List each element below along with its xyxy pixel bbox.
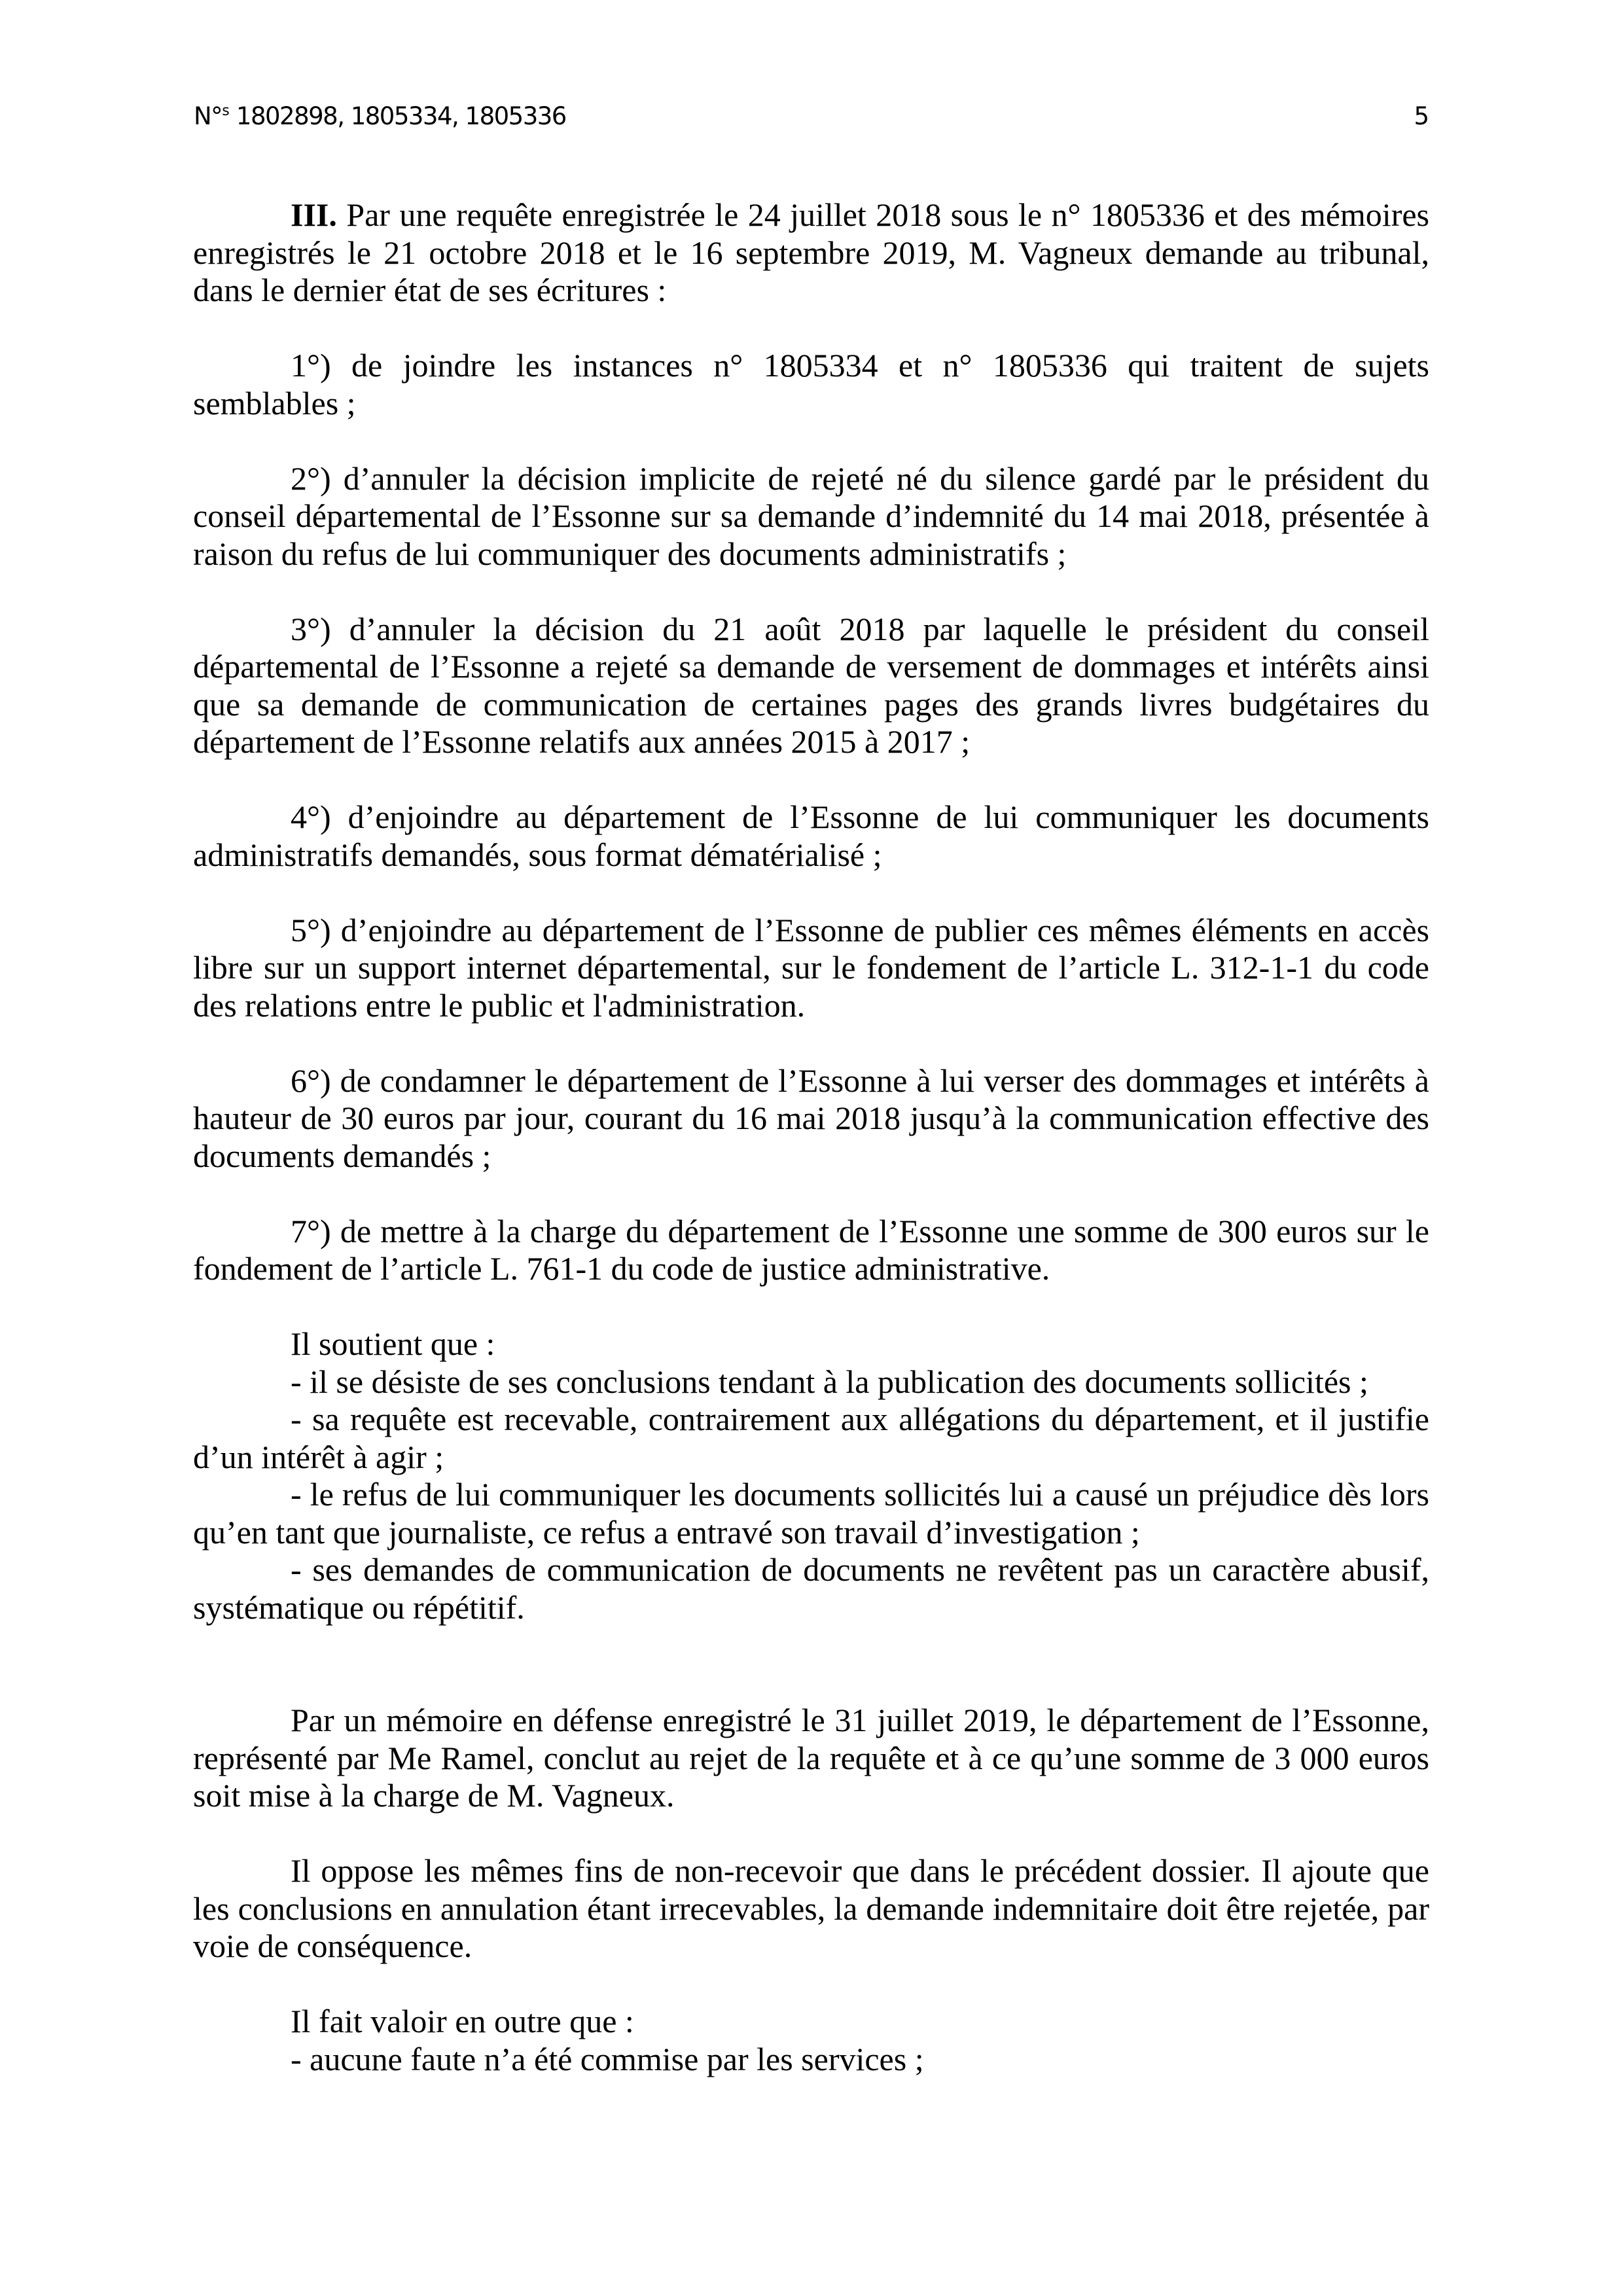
- page-header: [194, 97, 1429, 136]
- argument-item: - ses demandes de communication de documents ne revêtent pas un caractère abusif,: [291, 1551, 1429, 1588]
- text-line: 2°) d’annuler la décision implicite de rejeté né du silence gardé par le président du: [291, 459, 1429, 497]
- text-line: des relations entre le public et l'administration.: [193, 986, 806, 1024]
- text-line: 7°) de mettre à la charge du département de l’Essonne une somme de 300 euros sur le: [291, 1212, 1429, 1249]
- argument-item: - aucune faute n’a été commise par les services ;: [291, 2040, 924, 2077]
- argument-item: - le refus de lui communiquer les documents sollicités lui a causé un préjudice dès lors: [291, 1476, 1429, 1513]
- text-line: 4°) d’enjoindre au département de l’Essonne de lui communiquer les documents: [291, 798, 1429, 835]
- text-line: représenté par Me Ramel, conclut au rejet de la requête et à ce qu’une somme de 3 000 euros: [193, 1739, 1429, 1776]
- text-line: Il fait valoir en outre que :: [291, 2003, 634, 2039]
- text-line: fondement de l’article L. 761-1 du code de justice administrative.: [193, 1250, 1050, 1287]
- text-line: administratifs demandés, sous format dématérialisé ;: [193, 836, 882, 873]
- text-line: documents demandés ;: [193, 1137, 491, 1174]
- text-line: 3°) d’annuler la décision du 21 août 2018 par laquelle le président du conseil: [291, 610, 1429, 647]
- text-line: [193, 196, 1429, 234]
- argument-item: - sa requête est recevable, contrairement aux allégations du département, et il justifie: [291, 1401, 1429, 1437]
- text-line: 1°) de joindre les instances n° 1805334 et n° 1805336 qui traitent de sujets: [291, 347, 1429, 384]
- text-line: systématique ou répétitif.: [193, 1588, 525, 1626]
- claim-item-2: [193, 460, 1429, 573]
- text-line: 5°) d’enjoindre au département de l’Essonne de publier ces mêmes éléments en accès: [291, 911, 1429, 948]
- text-line: hauteur de 30 euros par jour, courant du 16 mai 2018 jusqu’à la communication effective des: [193, 1100, 1429, 1136]
- text-line: Il oppose les mêmes fins de non-recevoir que dans le précédent dossier. Il ajoute que: [291, 1852, 1429, 1889]
- claim-item-3: [193, 611, 1429, 761]
- case-number-list: 1802898, 1805334, 1805336: [229, 102, 566, 130]
- text-line: enregistrés le 21 octobre 2018 et le 16 septembre 2019, M. Vagneux demande au tribunal,: [193, 234, 1429, 271]
- paragraph-request-iii: [193, 196, 1429, 310]
- text-line: dans le dernier état de ses écritures :: [193, 272, 667, 308]
- case-prefix: N°: [194, 102, 223, 130]
- text-line: conseil départemental de l’Essonne sur sa demande d’indemnité du 14 mai 2018, présentée à: [193, 497, 1429, 534]
- claim-item-4: [193, 798, 1429, 874]
- paragraph-objections: [193, 1852, 1429, 1965]
- text-line: 6°) de condamner le département de l’Essonne à lui verser des dommages et intérêts à: [291, 1062, 1429, 1099]
- page-number: 5: [1414, 102, 1429, 130]
- text-line: semblables ;: [193, 384, 356, 422]
- claim-item-1: [193, 347, 1429, 422]
- text-line: qu’en tant que journaliste, ce refus a entravé son travail d’investigation ;: [193, 1513, 1140, 1551]
- argument-item: - il se désiste de ses conclusions tendant à la publication des documents sollicités ;: [291, 1363, 1368, 1400]
- case-numbers: [194, 97, 566, 136]
- text-line: libre sur un support internet départemental, sur le fondement de l’article L. 312-1-1 du code: [193, 949, 1429, 986]
- paragraph-arguments: [193, 1325, 1429, 1626]
- text-line: les conclusions en annulation étant irrecevables, la demande indemnitaire doit être rejetée, par: [193, 1890, 1429, 1927]
- text-line: raison du refus de lui communiquer des documents administratifs ;: [193, 535, 1067, 572]
- text-line: que sa demande de communication de certaines pages des grands livres budgétaires du: [193, 685, 1429, 723]
- case-prefix-plural: s: [222, 103, 230, 119]
- paragraph-further-arguments: [193, 2003, 1429, 2078]
- text-line: voie de conséquence.: [193, 1928, 473, 1964]
- text-line: soit mise à la charge de M. Vagneux.: [193, 1777, 675, 1814]
- section-number: III.: [291, 196, 337, 233]
- paragraph-defense: [193, 1702, 1429, 1815]
- document-body: [193, 196, 1429, 2116]
- text-line-content: Par une requête enregistrée le 24 juillet 2018 sous le n° 1805336 et des mémoires: [336, 196, 1429, 233]
- claim-item-6: [193, 1062, 1429, 1175]
- text-line: Il soutient que :: [291, 1325, 495, 1362]
- claim-item-7: [193, 1213, 1429, 1288]
- text-line: département de l’Essonne relatifs aux années 2015 à 2017 ;: [193, 723, 971, 760]
- text-line: d’un intérêt à agir ;: [193, 1438, 444, 1475]
- text-line: Par un mémoire en défense enregistré le 31 juillet 2019, le département de l’Essonne,: [291, 1702, 1429, 1738]
- text-line: départemental de l’Essonne a rejeté sa demande de versement de dommages et intérêts ainsi: [193, 648, 1429, 685]
- claim-item-5: [193, 912, 1429, 1025]
